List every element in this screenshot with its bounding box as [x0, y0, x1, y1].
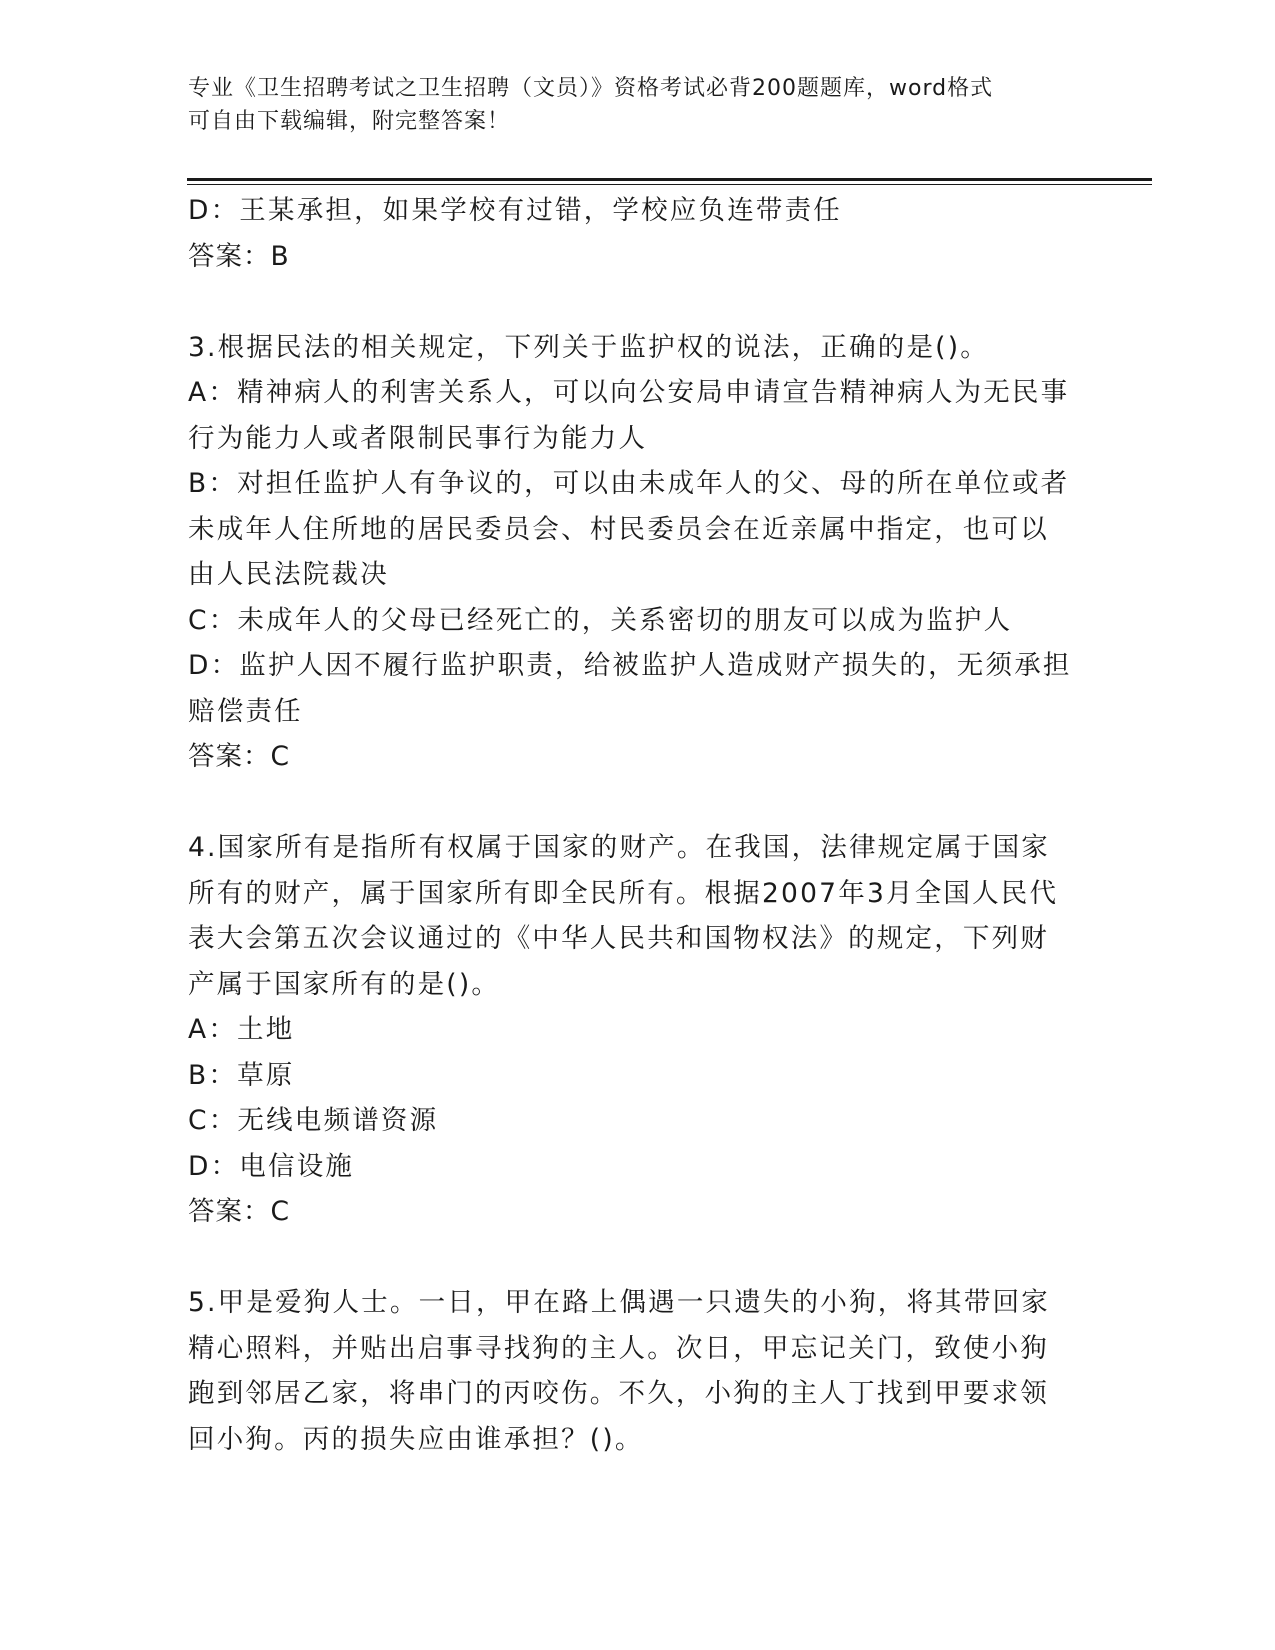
text-line: 回小狗。丙的损失应由谁承担？()。 [188, 1423, 644, 1455]
text-line: 3.根据民法的相关规定，下列关于监护权的说法，正确的是()。 [188, 331, 989, 363]
header-divider-thin [187, 184, 1152, 185]
text-line: C：未成年人的父母已经死亡的，关系密切的朋友可以成为监护人 [188, 604, 1013, 636]
paragraph-gap [188, 780, 1088, 826]
text-line: A：土地 [188, 1014, 295, 1045]
header-title-line-2: 可自由下载编辑，附完整答案！ [188, 109, 511, 134]
text-line: 未成年人住所地的居民委员会、村民委员会在近亲属中指定，也可以 [188, 513, 1049, 545]
question-content [188, 188, 1088, 1462]
text-line: D：监护人因不履行监护职责，给被监护人造成财产损失的，无须承担 [188, 650, 1072, 681]
text-line: B：对担任监护人有争议的，可以由未成年人的父、母的所在单位或者 [188, 468, 1070, 499]
document-header [188, 72, 1088, 138]
header-title-line-1: 专业《卫生招聘考试之卫生招聘（文员）》资格考试必背200题题库，word格式 [188, 76, 994, 101]
text-line: 赔偿责任 [188, 695, 303, 727]
text-line: A：精神病人的利害关系人，可以向公安局申请宣告精神病人为无民事 [188, 377, 1070, 408]
text-line: 表大会第五次会议通过的《中华人民共和国物权法》的规定，下列财 [188, 923, 1049, 954]
paragraph-gap [188, 1235, 1088, 1281]
text-line: 产属于国家所有的是()。 [188, 968, 501, 1000]
text-line: 所有的财产，属于国家所有即全民所有。根据2007年3月全国人民代 [188, 877, 1059, 909]
text-line: 5.甲是爱狗人士。一日，甲在路上偶遇一只遗失的小狗，将其带回家 [188, 1287, 1050, 1318]
text-line: 4.国家所有是指所有权属于国家的财产。在我国，法律规定属于国家 [188, 832, 1050, 863]
text-line: 由人民法院裁决 [188, 559, 389, 590]
text-line: C：无线电频谱资源 [188, 1105, 439, 1136]
text-line: 跑到邻居乙家，将串门的丙咬伤。不久，小狗的主人丁找到甲要求领 [188, 1378, 1049, 1409]
text-line: B：草原 [188, 1059, 295, 1091]
text-line: D：王某承担，如果学校有过错，学校应负连带责任 [188, 195, 843, 226]
answer-line: 答案：B [188, 240, 290, 272]
text-line: 行为能力人或者限制民事行为能力人 [188, 422, 648, 454]
answer-line: 答案：C [188, 1196, 291, 1227]
paragraph-gap [188, 279, 1088, 325]
answer-line: 答案：C [188, 741, 291, 772]
text-line: 精心照料，并贴出启事寻找狗的主人。次日，甲忘记关门，致使小狗 [188, 1332, 1049, 1364]
text-line: D：电信设施 [188, 1150, 355, 1182]
header-divider-thick [187, 178, 1152, 181]
